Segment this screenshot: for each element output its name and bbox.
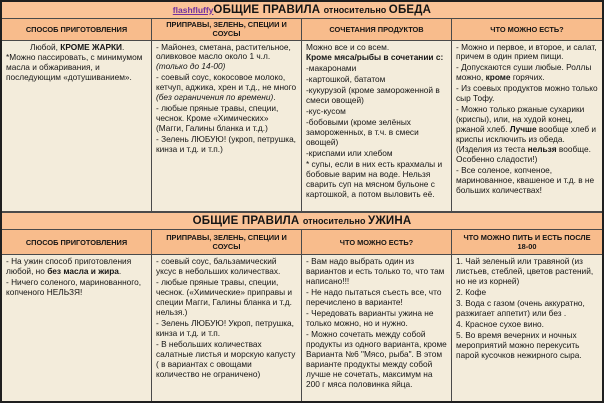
lunch-title-meal: ОБЕДА: [388, 4, 432, 16]
dinner-title-meal: УЖИНА: [367, 215, 412, 228]
lunch-header-seasonings: ПРИПРАВЫ, ЗЕЛЕНЬ, СПЕЦИИ И СОУСЫ: [152, 19, 302, 40]
flashfluffy-link[interactable]: flashfluffy: [172, 5, 214, 15]
dinner-title-mid: относительно: [302, 216, 368, 227]
lunch-body-row: [2, 41, 602, 213]
dinner-title-bar: [2, 212, 602, 230]
dinner-cell-method: - На ужин способ приготовления любой, но без масла и жира. - Ничего соленого, маринованного, копченого НЕЛЬЗЯ!: [2, 255, 152, 401]
dinner-header-what-to-eat: ЧТО МОЖНО ЕСТЬ?: [302, 230, 452, 254]
lunch-header-combinations: СОЧЕТАНИЯ ПРОДУКТОВ: [302, 19, 452, 40]
dinner-cell-what-to-eat: - Вам надо выбрать один из вариантов и есть только то, что там написано!!! - Не надо пытаться съесть все, что перечислено в варианте! - Чередовать варианты ужина не только можно, но и нужно. - Можно сочетать между собой продукты из одного варианта, кроме Варианта №6 "Мясо, рыба". В этом варианте продукты между собой лучше не сочетать, максимум на 200 г мяса половинка яйца.: [302, 255, 452, 401]
lunch-title-main: ОБЩИЕ ПРАВИЛА: [213, 4, 324, 16]
lunch-header-method: СПОСОБ ПРИГОТОВЛЕНИЯ: [2, 19, 152, 40]
dinner-header-seasonings: ПРИПРАВЫ, ЗЕЛЕНЬ, СПЕЦИИ И СОУСЫ: [152, 230, 302, 254]
dinner-cell-seasonings: - соевый соус, бальзамический уксус в небольших количествах. - любые пряные травы, специи, чеснок. («Химические» приправы и специи Магги, Галины бланка и т.д. нельзя.) - Зелень ЛЮБУЮ! Укроп, петрушка, кинза и т.д. и т.п. - В небольших количествах салатные листья и морскую капусту ( в вариантах с овощами количество не ограничено): [152, 255, 302, 401]
dinner-header-row: [2, 230, 602, 255]
dinner-header-drinks-after: ЧТО МОЖНО ПИТЬ И ЕСТЬ ПОСЛЕ 18-00: [463, 232, 591, 252]
lunch-cell-method: Любой, КРОМЕ ЖАРКИ. *Можно пассировать, с минимумом масла и обжаривания, и последующим «дотушиванием».: [2, 41, 152, 212]
lunch-header-row: [2, 19, 602, 41]
lunch-cell-seasonings: - Майонез, сметана, растительное, оливковое масло около 1 ч.л. (только до 14-00) - соевый соус, кокосовое молоко, кетчуп, аджика, хрен и т.д., не много (без ограничения по времени). - любые пряные травы, специи, чеснок. Кроме «Химических» (Магги, Галины бланка и т.д.) - Зелень ЛЮБУЮ! (укроп, петрушка, кинза и т.д. и т.п.): [152, 41, 302, 212]
dinner-cell-drinks-after: 1. Чай зеленый или травяной (из листьев, стеблей, цветов растений, но не из корней) 2. Кофе 3. Вода с газом (очень аккуратно, разжигает аппетит) или без . 4. Красное сухое вино. 5. Во время вечерних и ночных мероприятий можно перекусить парой кусочков нежирного сыра.: [456, 256, 594, 360]
lunch-title-mid: относительно: [323, 5, 389, 15]
lunch-cell-combinations: Можно все и со всем. Кроме мяса/рыбы в сочетании с: -макаронами -картошкой, бататом -кукурузой (кроме замороженной в смеси овощей) -кус-кусом -бобовыми (кроме зелёных замороженных, в т.ч. в смеси овощей) -криспами или хлебом * супы, если в них есть крахмалы и бобовые варим на воде. Нельзя сварить суп на мясном бульоне с картошкой, а потом выловить её.: [302, 41, 452, 212]
lunch-cell-what-to-eat: - Можно и первое, и второе, и салат, причем в один прием пищи. - Допускаются суши любые. Роллы можно, кроме горячих. - Из соевых продуктов можно только сыр Тофу. - Можно только ржаные сухарики (криспы), или, на худой конец, ржаной хлеб. Лучше вообще хлеб и криспы исключить из обеда. (Изделия из теста нельзя вообще. Особенно сладости!) - Все соленое, копченое, маринованное, квашеное и т.д. в не больших количествах!: [456, 41, 598, 195]
dinner-header-method: СПОСОБ ПРИГОТОВЛЕНИЯ: [2, 230, 152, 254]
dinner-body-row: [2, 255, 602, 401]
dinner-title-main: ОБЩИЕ ПРАВИЛА: [192, 215, 303, 228]
lunch-title-bar: [2, 2, 602, 19]
lunch-header-what-to-eat: ЧТО МОЖНО ЕСТЬ?: [490, 24, 564, 34]
